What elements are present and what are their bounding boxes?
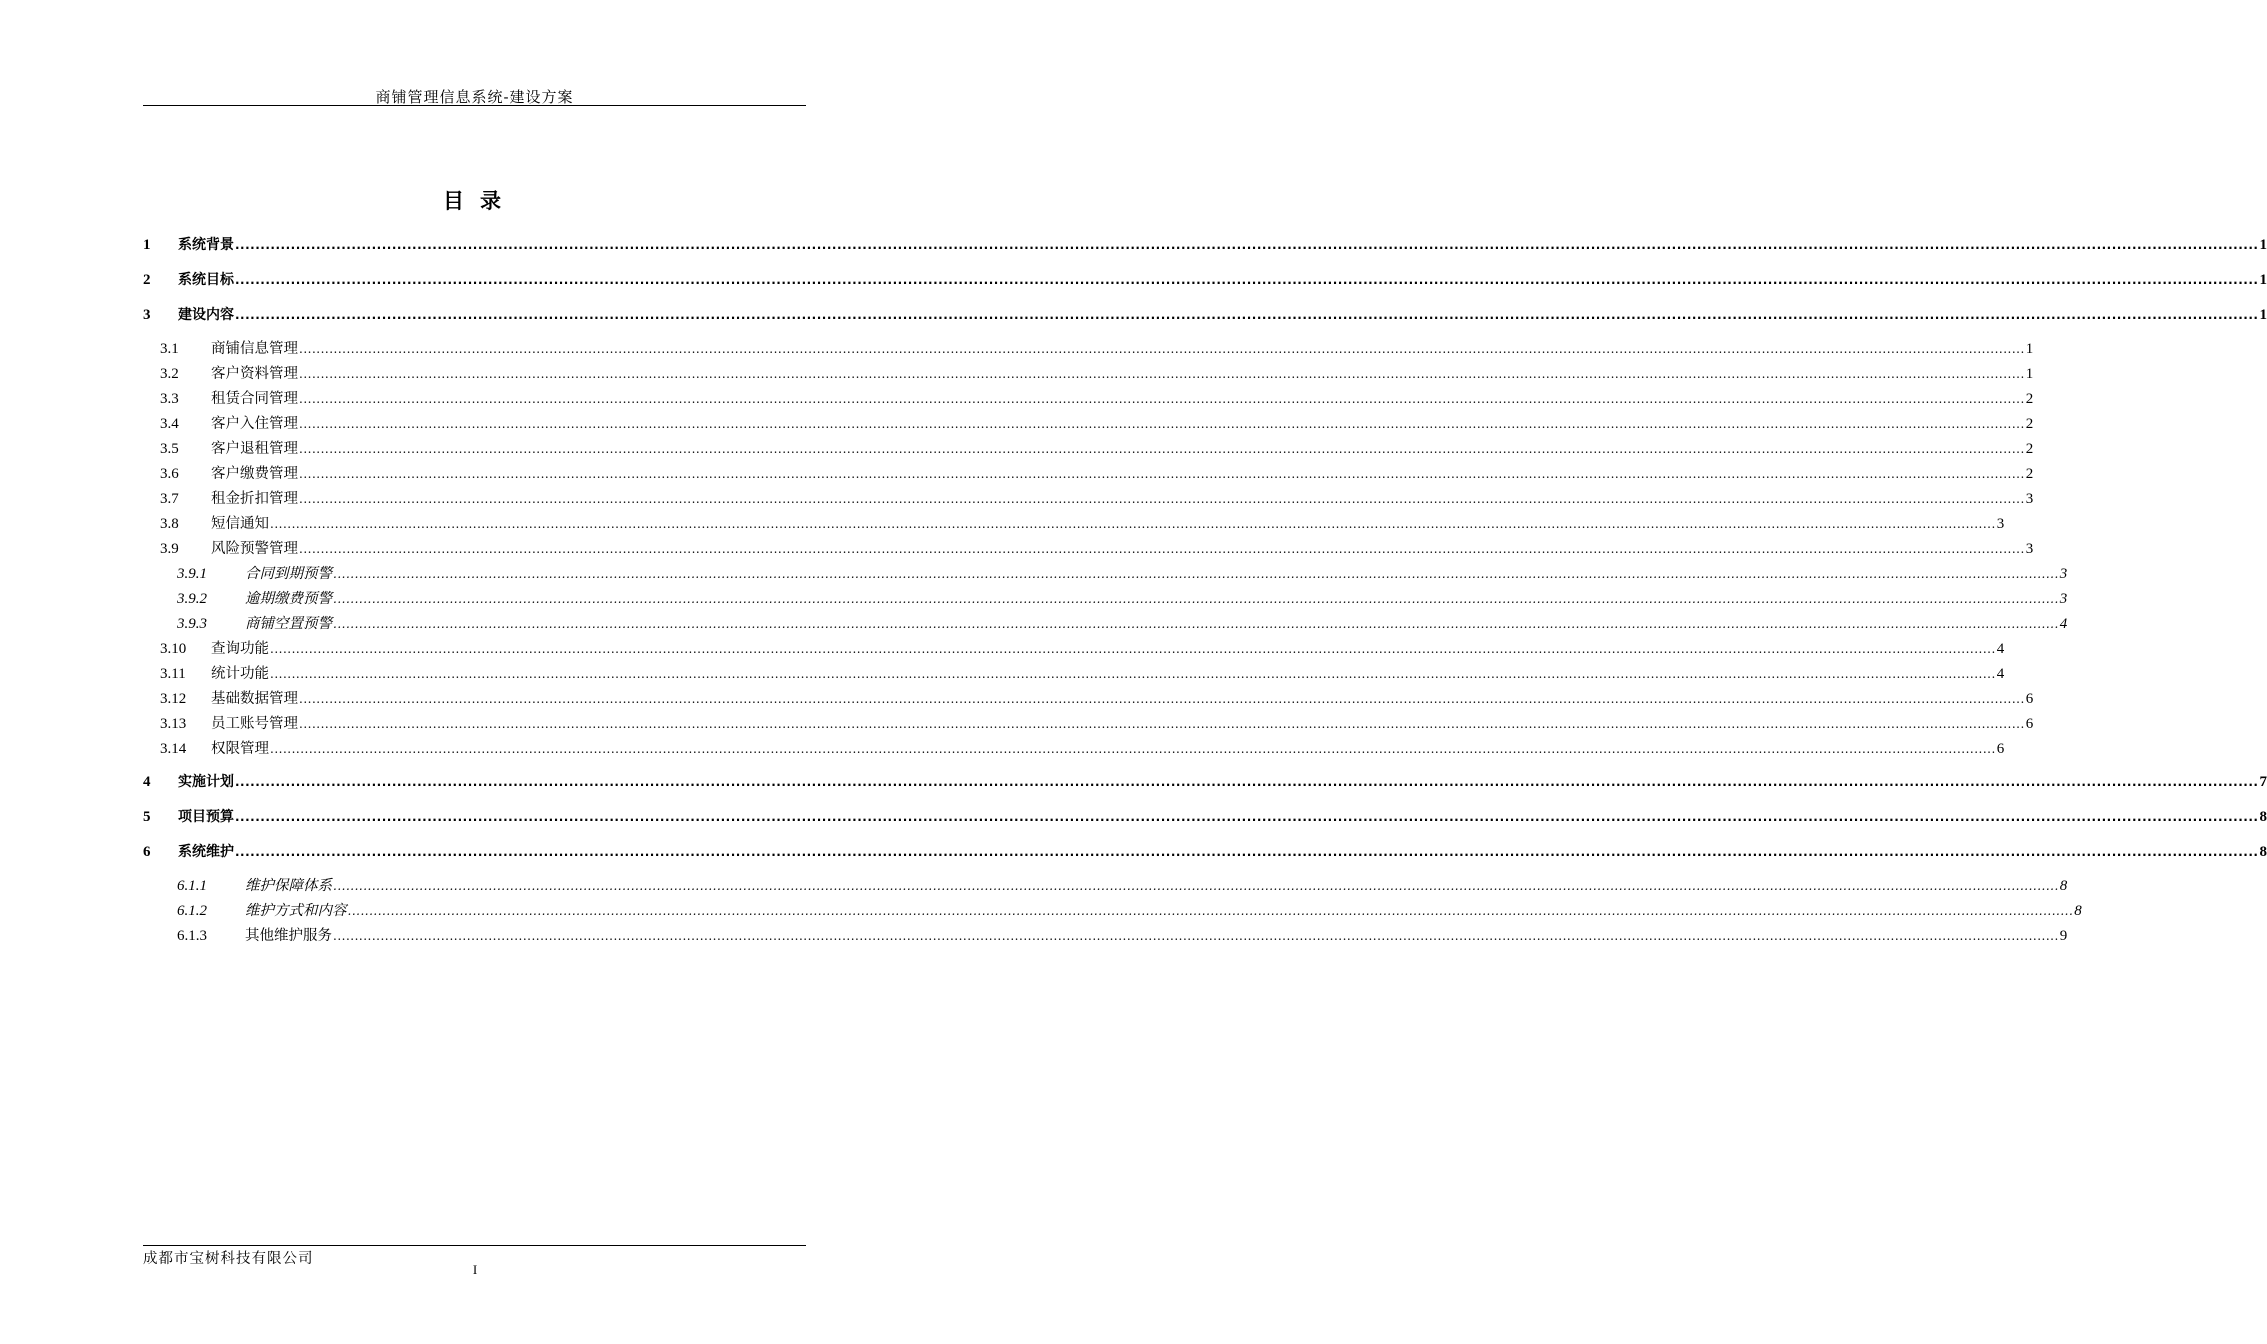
toc-entry-page: 1 [2259,237,2267,253]
toc-entry-title: 系统背景 [178,237,234,253]
toc-entry-title: 项目预算 [178,809,234,825]
toc-entry-title: 系统目标 [178,272,234,288]
toc-entry-page: 6 [2025,691,2034,707]
toc-dot-leader: ................................................................................................................................................................................................................................................................................................................................................................................................................ [299,542,2025,556]
toc-entry[interactable] [160,339,2034,359]
toc-dot-leader: ................................................................................................................................................................................................................................................................................................................................................................................................................ [299,492,2025,506]
footer-company: 成都市宝树科技有限公司 [143,1251,314,1267]
toc-entry-number: 3.8 [160,516,179,532]
toc-entry-page: 1 [2025,341,2034,357]
toc-entry[interactable] [143,772,2267,792]
toc-entry[interactable] [160,364,2034,384]
toc-dot-leader: ................................................................................................................................................................................................................................................................................................................................................................................................................ [235,810,2259,824]
toc-entry-page: 8 [2259,809,2267,825]
toc-dot-leader: ................................................................................................................................................................................................................................................................................................................................................................................................................ [235,775,2259,789]
toc-entry[interactable] [177,589,2068,609]
toc-entry-number: 3.9.1 [177,566,207,582]
toc-entry-number: 5 [143,809,151,825]
toc-entry-number: 1 [143,237,151,253]
toc-entry-page: 6 [1996,741,2005,757]
toc-entry-page: 1 [2259,307,2267,323]
toc-entry-title: 商铺信息管理 [211,341,298,357]
toc-entry[interactable] [143,807,2267,827]
toc-entry-number: 3.2 [160,366,179,382]
toc-entry[interactable] [143,842,2267,862]
toc-entry-page: 2 [2025,441,2034,457]
toc-entry[interactable] [160,714,2034,734]
toc-entry[interactable] [143,235,2267,255]
toc-entry[interactable] [160,514,2005,534]
toc-entry-title: 查询功能 [211,641,269,657]
toc-entry-number: 3.14 [160,741,187,757]
toc-entry-title: 系统维护 [178,844,234,860]
toc-entry-page: 1 [2025,366,2034,382]
toc-entry-number: 3.9.3 [177,616,207,632]
footer-page-number: I [472,1262,478,1277]
toc-entry[interactable] [160,389,2034,409]
toc-entry-number: 3.1 [160,341,179,357]
toc-dot-leader: ................................................................................................................................................................................................................................................................................................................................................................................................................ [333,592,2059,606]
toc-entry-title: 建设内容 [178,307,234,323]
toc-entry-title: 逾期缴费预警 [245,591,332,607]
toc-entry[interactable] [160,464,2034,484]
toc-entry-number: 3.13 [160,716,187,732]
toc-dot-leader: ................................................................................................................................................................................................................................................................................................................................................................................................................ [235,273,2259,287]
toc-entry[interactable] [177,614,2068,634]
toc-dot-leader: ................................................................................................................................................................................................................................................................................................................................................................................................................ [299,367,2025,381]
toc-entry-page: 2 [2025,416,2034,432]
toc-entry-title: 权限管理 [211,741,269,757]
footer-rule [143,1245,806,1246]
toc-entry-title: 商铺空置预警 [245,616,332,632]
toc-entry-number: 3 [143,307,151,323]
toc-entry-title: 维护保障体系 [245,878,332,894]
toc-dot-leader: ................................................................................................................................................................................................................................................................................................................................................................................................................ [299,442,2025,456]
toc-entry-page: 4 [2059,616,2068,632]
toc-entry-number: 3.6 [160,466,179,482]
toc-dot-leader: ................................................................................................................................................................................................................................................................................................................................................................................................................ [270,667,1996,681]
toc-entry-number: 4 [143,774,151,790]
toc-entry-page: 2 [2025,466,2034,482]
toc-dot-leader: ................................................................................................................................................................................................................................................................................................................................................................................................................ [299,692,2025,706]
toc-entry-page: 4 [1996,641,2005,657]
toc-dot-leader: ................................................................................................................................................................................................................................................................................................................................................................................................................ [270,517,1996,531]
toc-entry[interactable] [143,305,2267,325]
toc-entry[interactable] [160,664,2005,684]
toc-entry-title: 租赁合同管理 [211,391,298,407]
toc-dot-leader: ................................................................................................................................................................................................................................................................................................................................................................................................................ [333,617,2059,631]
toc-entry-page: 3 [2025,491,2034,507]
toc-entry[interactable] [177,564,2068,584]
toc-entry-number: 3.11 [160,666,186,682]
toc-entry[interactable] [177,926,2068,946]
toc-dot-leader: ................................................................................................................................................................................................................................................................................................................................................................................................................ [299,417,2025,431]
toc-entry[interactable] [160,439,2034,459]
toc-entry-title: 租金折扣管理 [211,491,298,507]
toc-entry-number: 6.1.1 [177,878,207,894]
toc-entry-page: 7 [2259,774,2267,790]
toc-entry[interactable] [143,270,2267,290]
toc-entry-title: 短信通知 [211,516,269,532]
toc-dot-leader: ................................................................................................................................................................................................................................................................................................................................................................................................................ [333,929,2059,943]
toc-entry-number: 3.9 [160,541,179,557]
toc-entry[interactable] [160,739,2005,759]
toc-entry-page: 1 [2259,272,2267,288]
toc-dot-leader: ................................................................................................................................................................................................................................................................................................................................................................................................................ [347,904,2074,918]
toc-entry-page: 6 [2025,716,2034,732]
toc-entry-page: 3 [1996,516,2005,532]
toc-dot-leader: ................................................................................................................................................................................................................................................................................................................................................................................................................ [235,308,2259,322]
header-rule [143,105,806,106]
toc-entry-page: 8 [2059,878,2068,894]
toc-entry-page: 3 [2025,541,2034,557]
toc-entry-title: 客户入住管理 [211,416,298,432]
toc-entry-page: 2 [2025,391,2034,407]
toc-entry-title: 实施计划 [178,774,234,790]
toc-entry[interactable] [160,489,2034,509]
running-header: 商铺管理信息系统-建设方案 [375,88,574,106]
toc-heading-char-2: 录 [480,188,507,213]
toc-entry[interactable] [177,876,2068,896]
toc-entry-title: 统计功能 [211,666,269,682]
toc-entry-number: 3.9.2 [177,591,207,607]
toc-entry-page: 8 [2259,844,2267,860]
toc-entry-number: 6 [143,844,151,860]
toc-heading [0,185,950,215]
toc-entry-title: 合同到期预警 [245,566,332,582]
toc-entry-page: 4 [1996,666,2005,682]
toc-entry[interactable] [160,539,2034,559]
toc-dot-leader: ................................................................................................................................................................................................................................................................................................................................................................................................................ [270,742,1996,756]
toc-dot-leader: ................................................................................................................................................................................................................................................................................................................................................................................................................ [235,845,2259,859]
toc-entry-page: 3 [2059,591,2068,607]
toc-entry-number: 3.3 [160,391,179,407]
toc-entry-number: 2 [143,272,151,288]
toc-dot-leader: ................................................................................................................................................................................................................................................................................................................................................................................................................ [299,467,2025,481]
toc-entry-title: 风险预警管理 [211,541,298,557]
toc-entry-number: 6.1.2 [177,903,207,919]
toc-entry[interactable] [177,901,2082,921]
toc-entry[interactable] [160,639,2005,659]
toc-dot-leader: ................................................................................................................................................................................................................................................................................................................................................................................................................ [270,642,1996,656]
toc-entry-number: 3.4 [160,416,179,432]
toc-dot-leader: ................................................................................................................................................................................................................................................................................................................................................................................................................ [299,717,2025,731]
toc-entry-number: 3.10 [160,641,187,657]
toc-entry-number: 6.1.3 [177,928,207,944]
toc-entry-title: 客户资料管理 [211,366,298,382]
toc-dot-leader: ................................................................................................................................................................................................................................................................................................................................................................................................................ [235,238,2259,252]
toc-dot-leader: ................................................................................................................................................................................................................................................................................................................................................................................................................ [299,392,2025,406]
toc-dot-leader: ................................................................................................................................................................................................................................................................................................................................................................................................................ [333,879,2059,893]
toc-entry-number: 3.7 [160,491,179,507]
toc-heading-char-1: 目 [443,188,470,213]
toc-entry-number: 3.12 [160,691,187,707]
toc-entry[interactable] [160,414,2034,434]
toc-entry-number: 3.5 [160,441,179,457]
toc-dot-leader: ................................................................................................................................................................................................................................................................................................................................................................................................................ [299,342,2025,356]
toc-entry-title: 其他维护服务 [245,928,332,944]
toc-entry-title: 基础数据管理 [211,691,298,707]
toc-entry-title: 维护方式和内容 [245,903,347,919]
toc-entry[interactable] [160,689,2034,709]
toc-entry-page: 8 [2074,903,2082,919]
toc-entry-title: 员工账号管理 [211,716,298,732]
toc-dot-leader: ................................................................................................................................................................................................................................................................................................................................................................................................................ [333,567,2059,581]
toc-entry-title: 客户缴费管理 [211,466,298,482]
toc-entry-title: 客户退租管理 [211,441,298,457]
toc-entry-page: 3 [2059,566,2068,582]
toc-entry-page: 9 [2059,928,2068,944]
